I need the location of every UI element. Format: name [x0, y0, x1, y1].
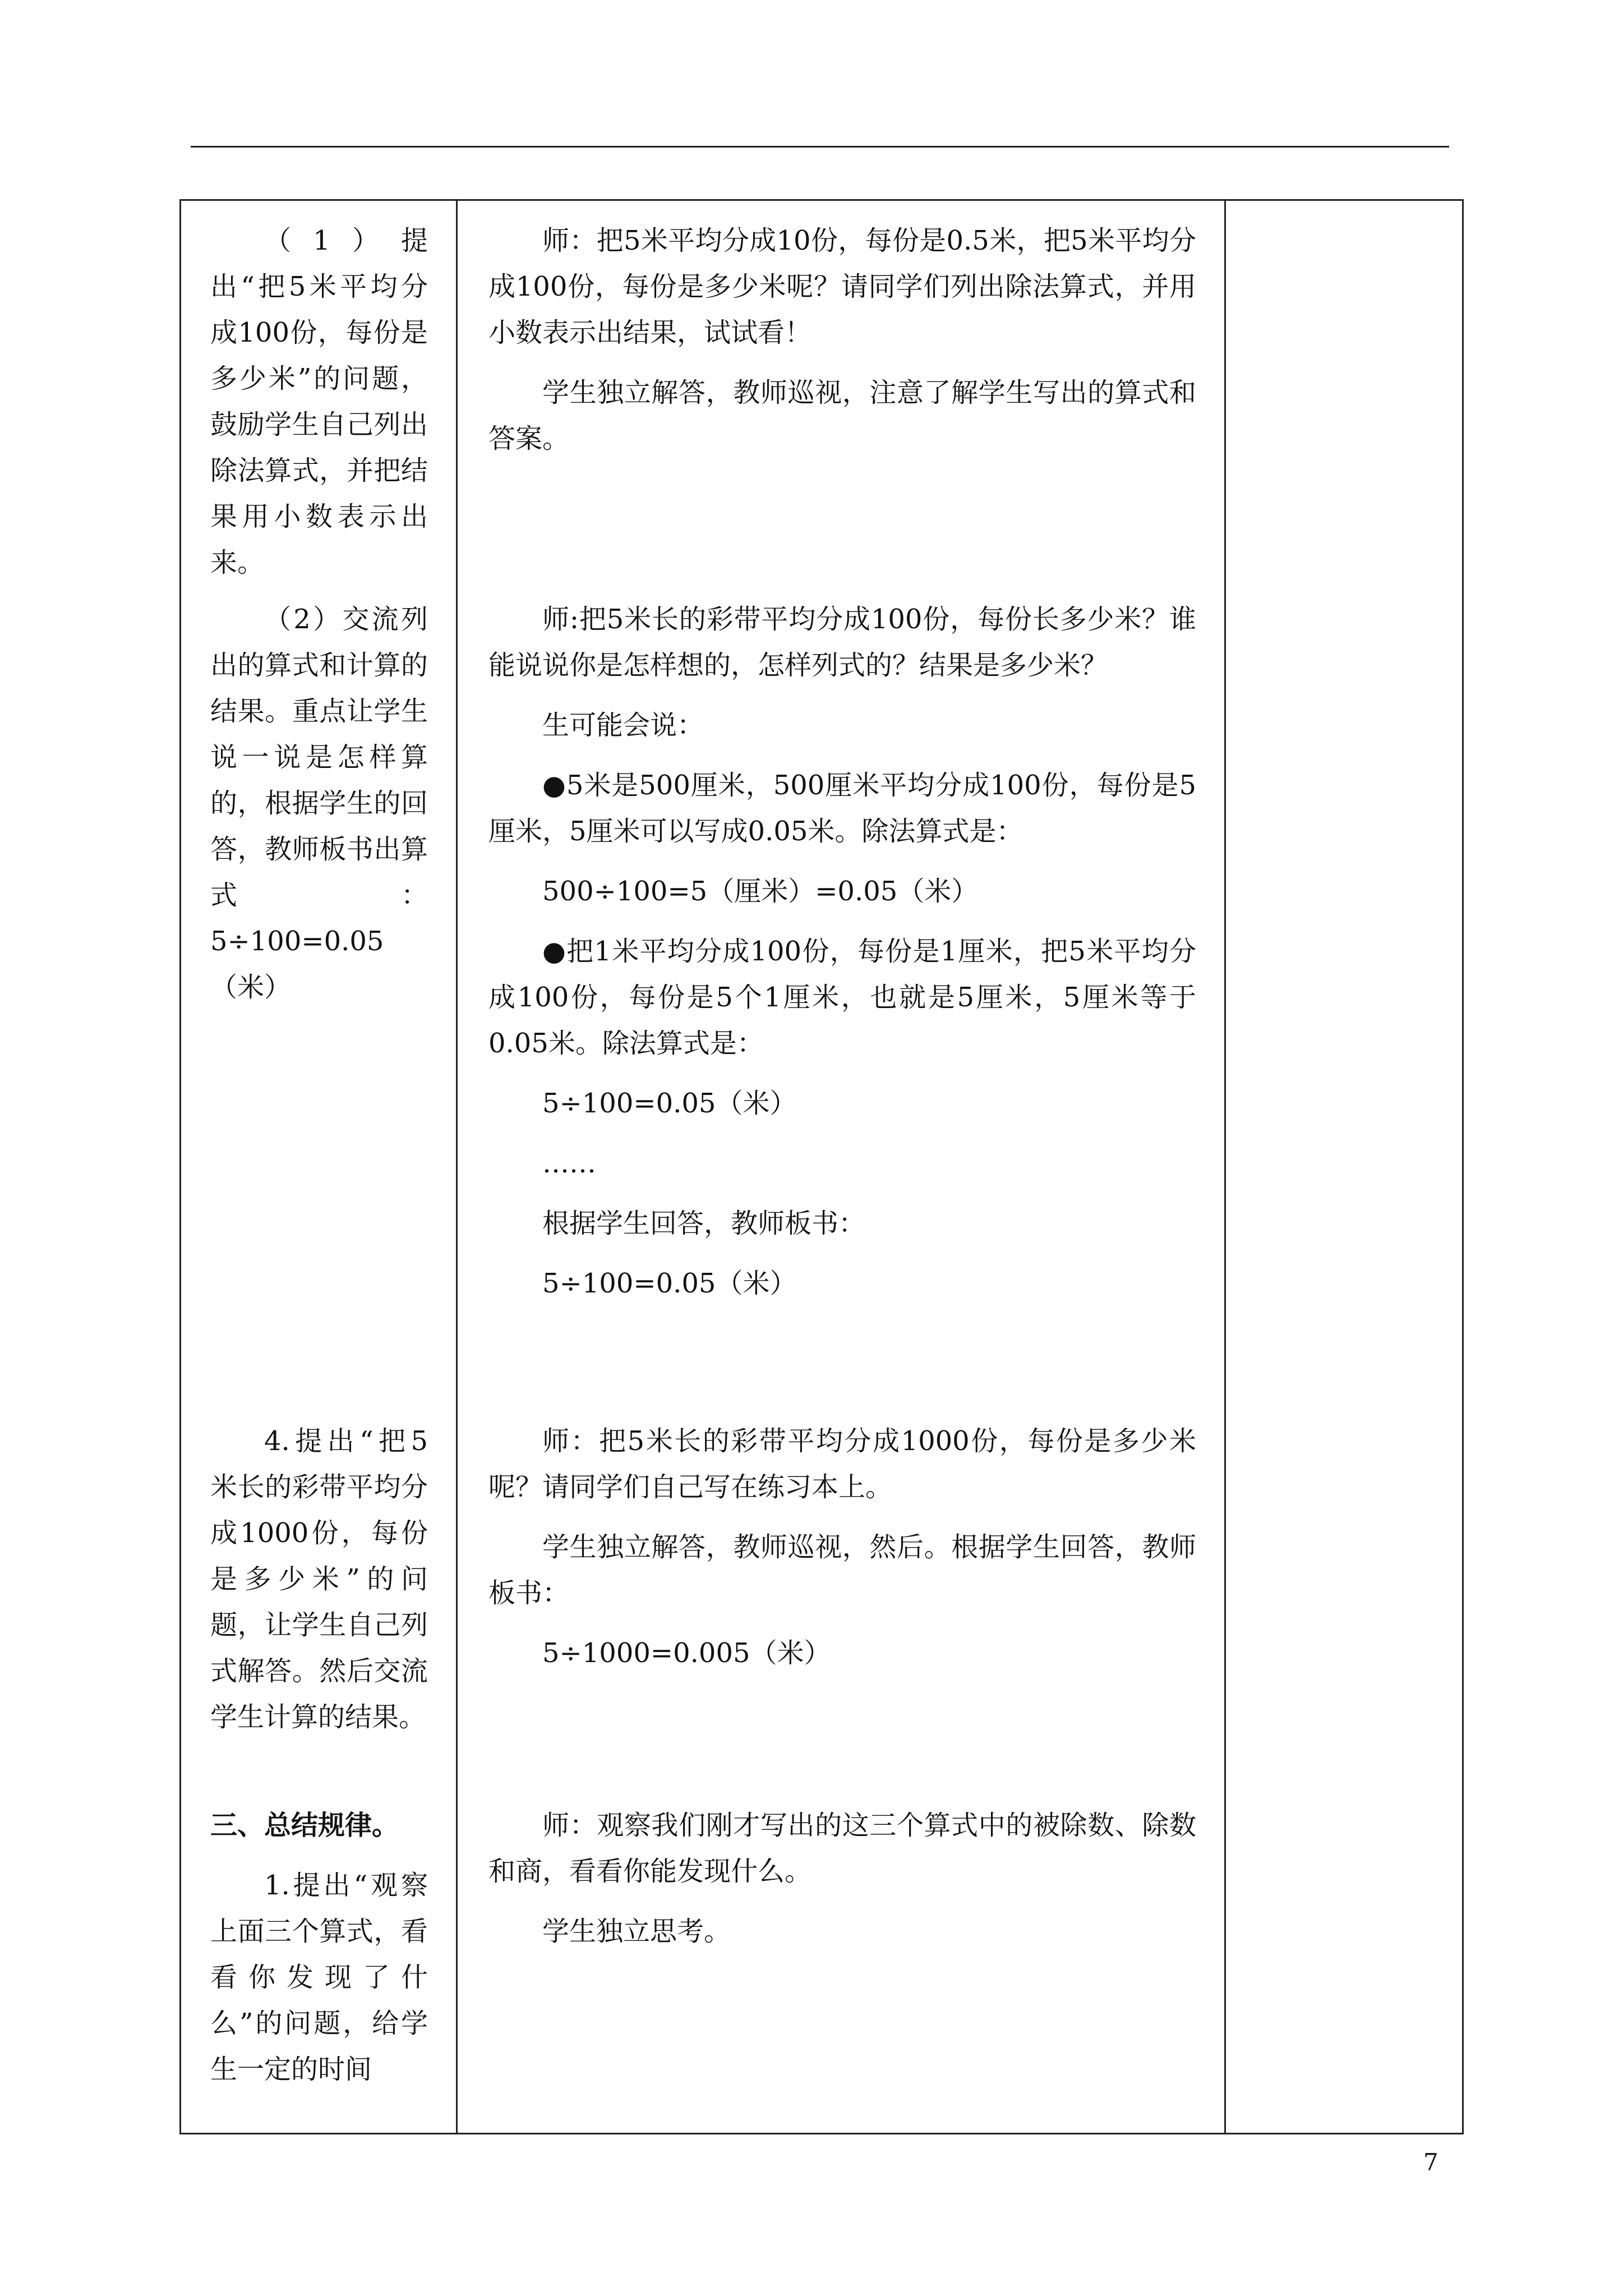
section-heading: 三、总结规律。: [210, 1810, 399, 1841]
page-number: 7: [1423, 2148, 1438, 2176]
lesson-table: [179, 199, 1464, 2134]
activity-block-2: [456, 596, 1224, 1306]
bullet-answer: ●把1米平均分成100份，每份是1厘米，把5米平均分成100份，每份是5个1厘米，也就是5厘米，5厘米等于0.05米。除法算式是：: [488, 936, 1196, 1059]
ellipsis: ……: [542, 1148, 596, 1179]
step-4-text: 4.提出“把5米长的彩带平均分成1000份，每份是多少米”的问题，让学生自己列式解答。然后交流学生计算的结果。: [210, 1425, 428, 1733]
activity-block-4: [456, 1802, 1224, 1954]
process-column: [181, 201, 456, 2133]
equation: 5÷1000=0.005（米）: [542, 1637, 831, 1669]
header-rule: [191, 146, 1449, 148]
teacher-line: 师：把5米长的彩带平均分成1000份，每份是多少米呢？请同学们自己写在练习本上。: [488, 1425, 1196, 1503]
teacher-line: 师:把5米长的彩带平均分成100份，每份长多少米？谁能说说你是怎样想的，怎样列式的？结果是多少米？: [488, 604, 1196, 681]
board-note: 根据学生回答，教师板书：: [542, 1208, 866, 1239]
equation: 5÷100=0.05（米）: [542, 1268, 797, 1299]
student-line: 生可能会说：: [542, 710, 704, 741]
teacher-line: 师：观察我们刚才写出的这三个算式中的被除数、除数和商，看看你能发现什么。: [488, 1810, 1196, 1887]
activity-block-3: [456, 1418, 1224, 1676]
activity-block-1: [456, 218, 1224, 462]
summary-section: 三、总结规律。 1.提出“观察上面三个算式，看看你发现了什么”的问题，给学生一定的时间: [181, 1802, 456, 2092]
activity-column: [456, 201, 1224, 2133]
equation: 500÷100=5（厘米）=0.05（米）: [542, 876, 979, 907]
notes-column: [1224, 201, 1465, 2133]
step-2-text: （2）交流列出的算式和计算的结果。重点让学生说一说是怎样算的，根据学生的回答，教师板书出算式：5÷100=0.05（米）: [210, 604, 428, 1003]
student-line: 学生独立思考。: [542, 1916, 731, 1947]
step-1-text: （1）提出“把5米平均分成100份，每份是多少米”的问题，鼓励学生自己列出除法算式，并把结果用小数表示出来。: [210, 225, 428, 578]
equation: 5÷100=0.05（米）: [542, 1088, 797, 1119]
student-line: 学生独立解答，教师巡视，然后。根据学生回答，教师板书：: [488, 1531, 1196, 1609]
bullet-answer: ●5米是500厘米，500厘米平均分成100份，每份是5厘米，5厘米可以写成0.05米。除法算式是：: [488, 770, 1196, 847]
teacher-line: 师：把5米平均分成10份，每份是0.5米，把5米平均分成100份，每份是多少米呢？请同学们列出除法算式，并用小数表示出结果，试试看！: [488, 225, 1196, 348]
student-line: 学生独立解答，教师巡视，注意了解学生写出的算式和答案。: [488, 377, 1196, 454]
